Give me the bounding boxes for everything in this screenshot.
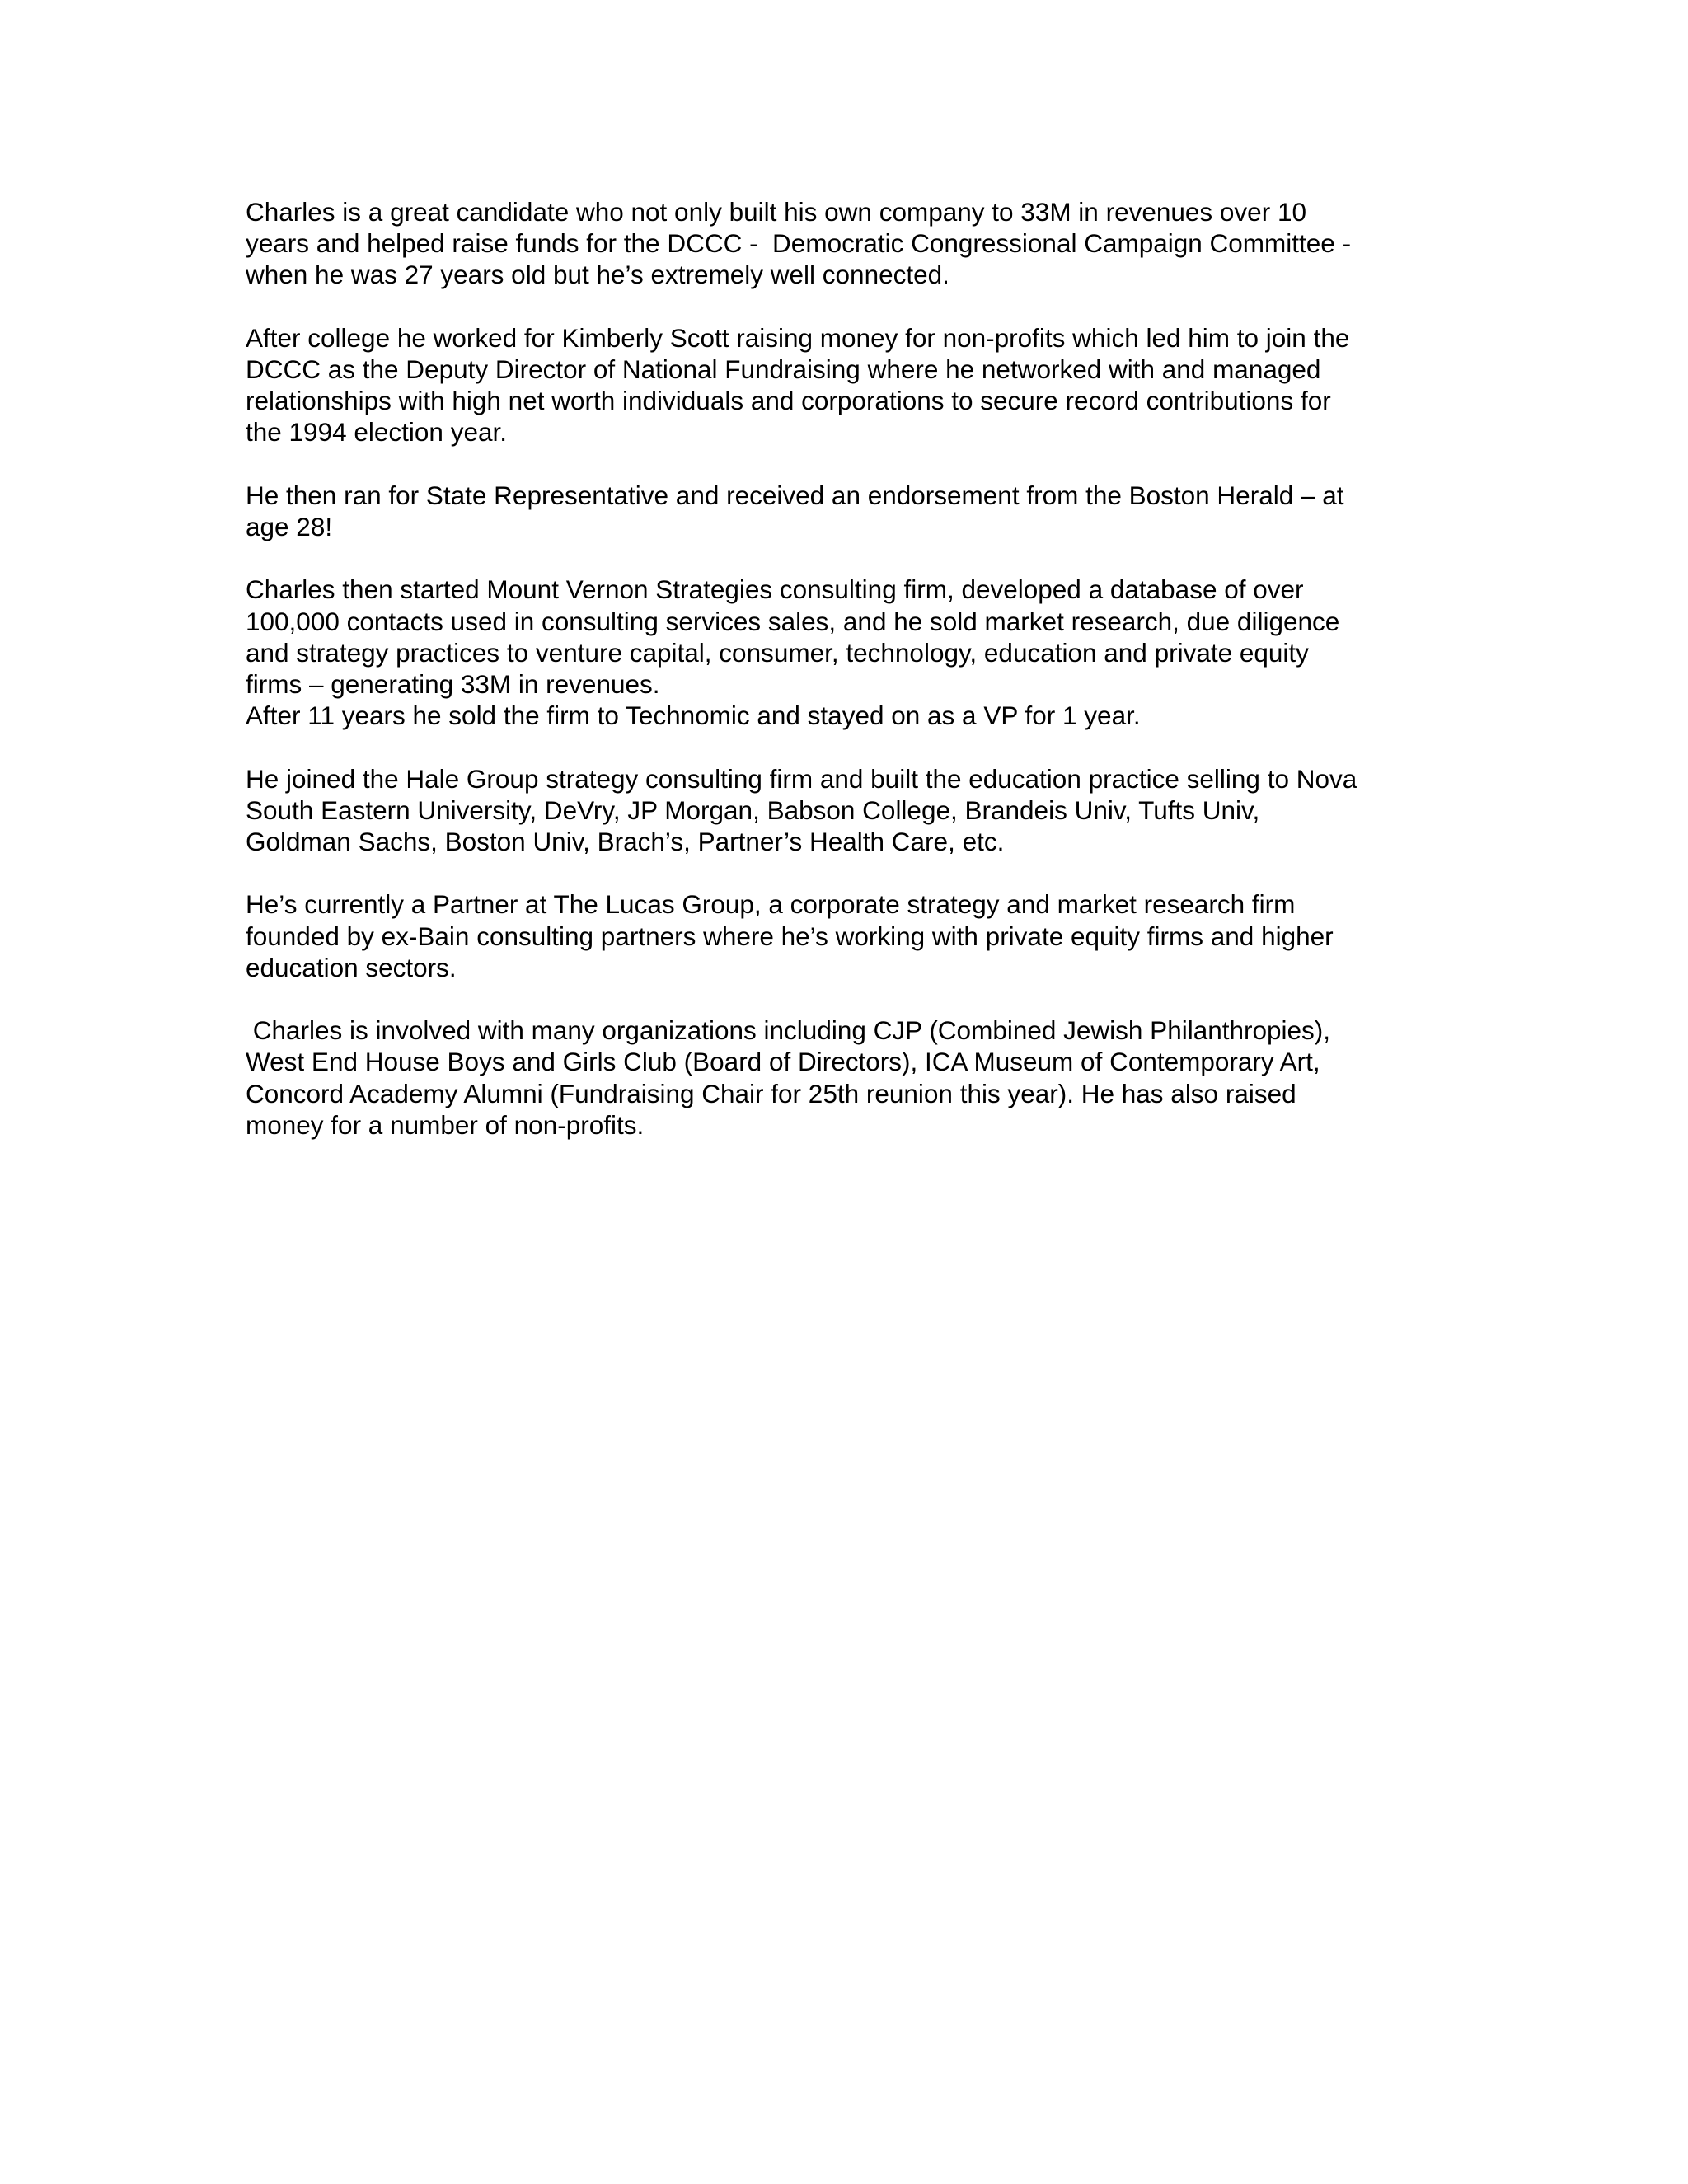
text-line: relationships with high net worth individuals and corporations to secure record contributions for — [246, 386, 1331, 416]
text-line: West End House Boys and Girls Club (Board of Directors), ICA Museum of Contemporary Art, — [246, 1047, 1320, 1077]
paragraph-dccc — [246, 322, 1432, 448]
text-line: founded by ex-Bain consulting partners where he’s working with private equity firms and higher — [246, 921, 1334, 951]
paragraph-organizations — [246, 1015, 1432, 1141]
text-line: and strategy practices to venture capital, consumer, technology, education and private equity — [246, 637, 1309, 668]
text-line: DCCC as the Deputy Director of National Fundraising where he networked with and managed — [246, 354, 1321, 384]
text-line: Charles then started Mount Vernon Strategies consulting firm, developed a database of over — [246, 574, 1304, 605]
text-line: Charles is a great candidate who not only built his own company to 33M in revenues over 10 — [246, 197, 1306, 227]
text-line: Concord Academy Alumni (Fundraising Chair for 25th reunion this year). He has also raised — [246, 1078, 1296, 1108]
text-line: He’s currently a Partner at The Lucas Group, a corporate strategy and market research firm — [246, 889, 1296, 920]
paragraph-lucas-group — [246, 888, 1432, 983]
paragraph-sale — [246, 700, 1432, 731]
paragraph-hale-group — [246, 763, 1432, 858]
text-line: years and helped raise funds for the DCCC - Democratic Congressional Campaign Committee - — [246, 228, 1352, 259]
text-line: when he was 27 years old but he’s extremely well connected. — [246, 260, 950, 290]
paragraph-mount-vernon — [246, 574, 1432, 700]
text-line: education sectors. — [246, 952, 457, 982]
paragraph-summary — [246, 196, 1432, 291]
text-line: Charles is involved with many organizations including CJP (Combined Jewish Philanthropies), — [246, 1015, 1331, 1046]
text-line: After 11 years he sold the firm to Technomic and stayed on as a VP for 1 year. — [246, 701, 1141, 731]
text-line: He joined the Hale Group strategy consulting firm and built the education practice selling to Nova — [246, 763, 1357, 794]
text-line: firms – generating 33M in revenues. — [246, 669, 660, 699]
text-line: age 28! — [246, 512, 333, 541]
text-line: 100,000 contacts used in consulting services sales, and he sold market research, due diligence — [246, 606, 1340, 636]
text-line: the 1994 election year. — [246, 417, 507, 448]
text-line: Goldman Sachs, Boston Univ, Brach’s, Partner’s Health Care, etc. — [246, 827, 1005, 856]
text-line: money for a number of non-profits. — [246, 1109, 645, 1140]
paragraph-state-rep — [246, 480, 1432, 542]
document-body — [246, 196, 1432, 1141]
text-line: After college he worked for Kimberly Scott raising money for non-profits which led him to join the — [246, 322, 1350, 353]
text-line: He then ran for State Representative and received an endorsement from the Boston Herald – at — [246, 480, 1344, 510]
text-line: South Eastern University, DeVry, JP Morgan, Babson College, Brandeis Univ, Tufts Univ, — [246, 794, 1260, 825]
